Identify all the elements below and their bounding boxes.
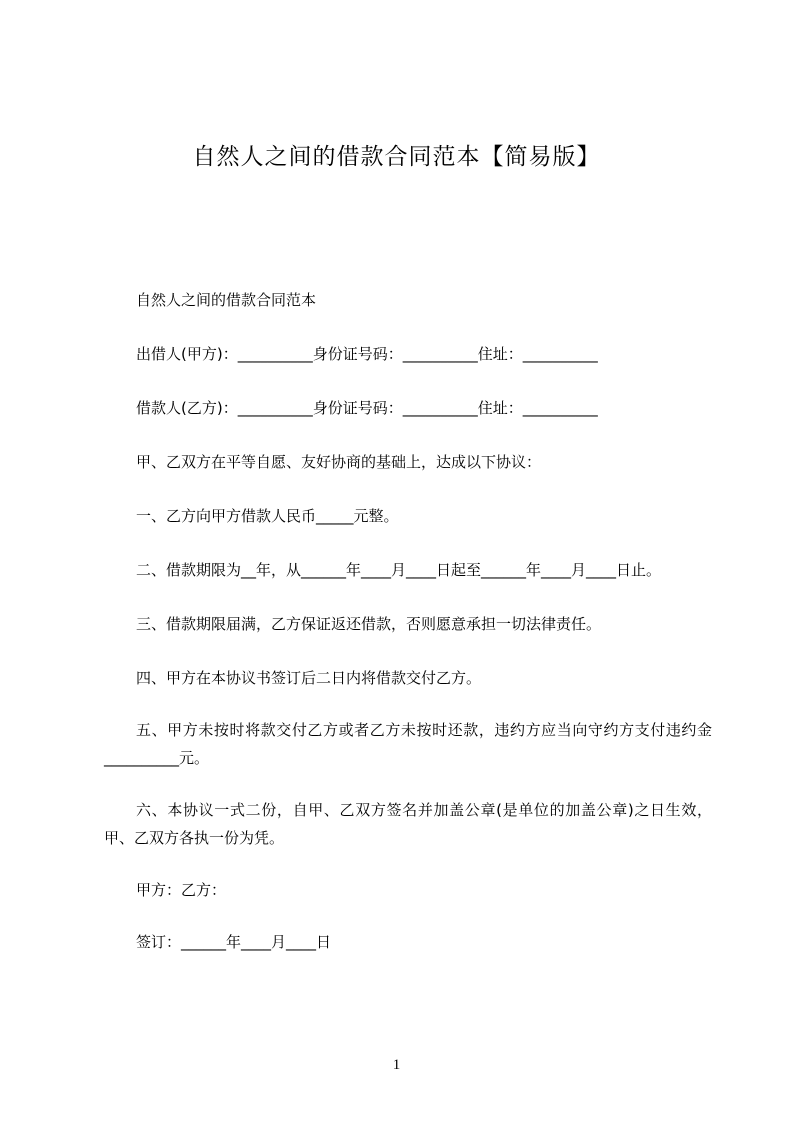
paragraph-agreement-intro: 甲、乙双方在平等自愿、友好协商的基础上，达成以下协议： — [136, 453, 542, 471]
paragraph-clause-6: 六、本协议一式二份，自甲、乙双方签名并加盖公章(是单位的加盖公章)之日生效，甲、乙双方各执一份为凭。 — [104, 801, 712, 847]
page-number: 1 — [392, 1057, 401, 1073]
paragraph-lender-info: 出借人(甲方)：__________身份证号码：__________住址：__________ — [136, 345, 598, 363]
paragraph-clause-3: 三、借款期限届满，乙方保证返还借款，否则愿意承担一切法律责任。 — [136, 615, 602, 633]
paragraph-subtitle: 自然人之间的借款合同范本 — [136, 291, 317, 309]
paragraph-borrower-info: 借款人(乙方)：__________身份证号码：__________住址：__________ — [136, 399, 598, 417]
paragraph-clause-1: 一、乙方向甲方借款人民币_____元整。 — [136, 507, 399, 525]
document-title: 自然人之间的借款合同范本【简易版】 — [192, 144, 601, 170]
paragraph-parties-signature: 甲方：乙方： — [136, 881, 227, 899]
paragraph-signing-date: 签订：______年____月____日 — [136, 933, 332, 951]
paragraph-clause-2: 二、借款期限为__年，从______年____月____日起至______年____月____日止。 — [136, 561, 662, 579]
paragraph-clause-4: 四、甲方在本协议书签订后二日内将借款交付乙方。 — [136, 669, 482, 687]
paragraph-clause-5: 五、甲方未按时将款交付乙方或者乙方未按时还款，违约方应当向守约方支付违约金__________元。 — [104, 721, 712, 767]
